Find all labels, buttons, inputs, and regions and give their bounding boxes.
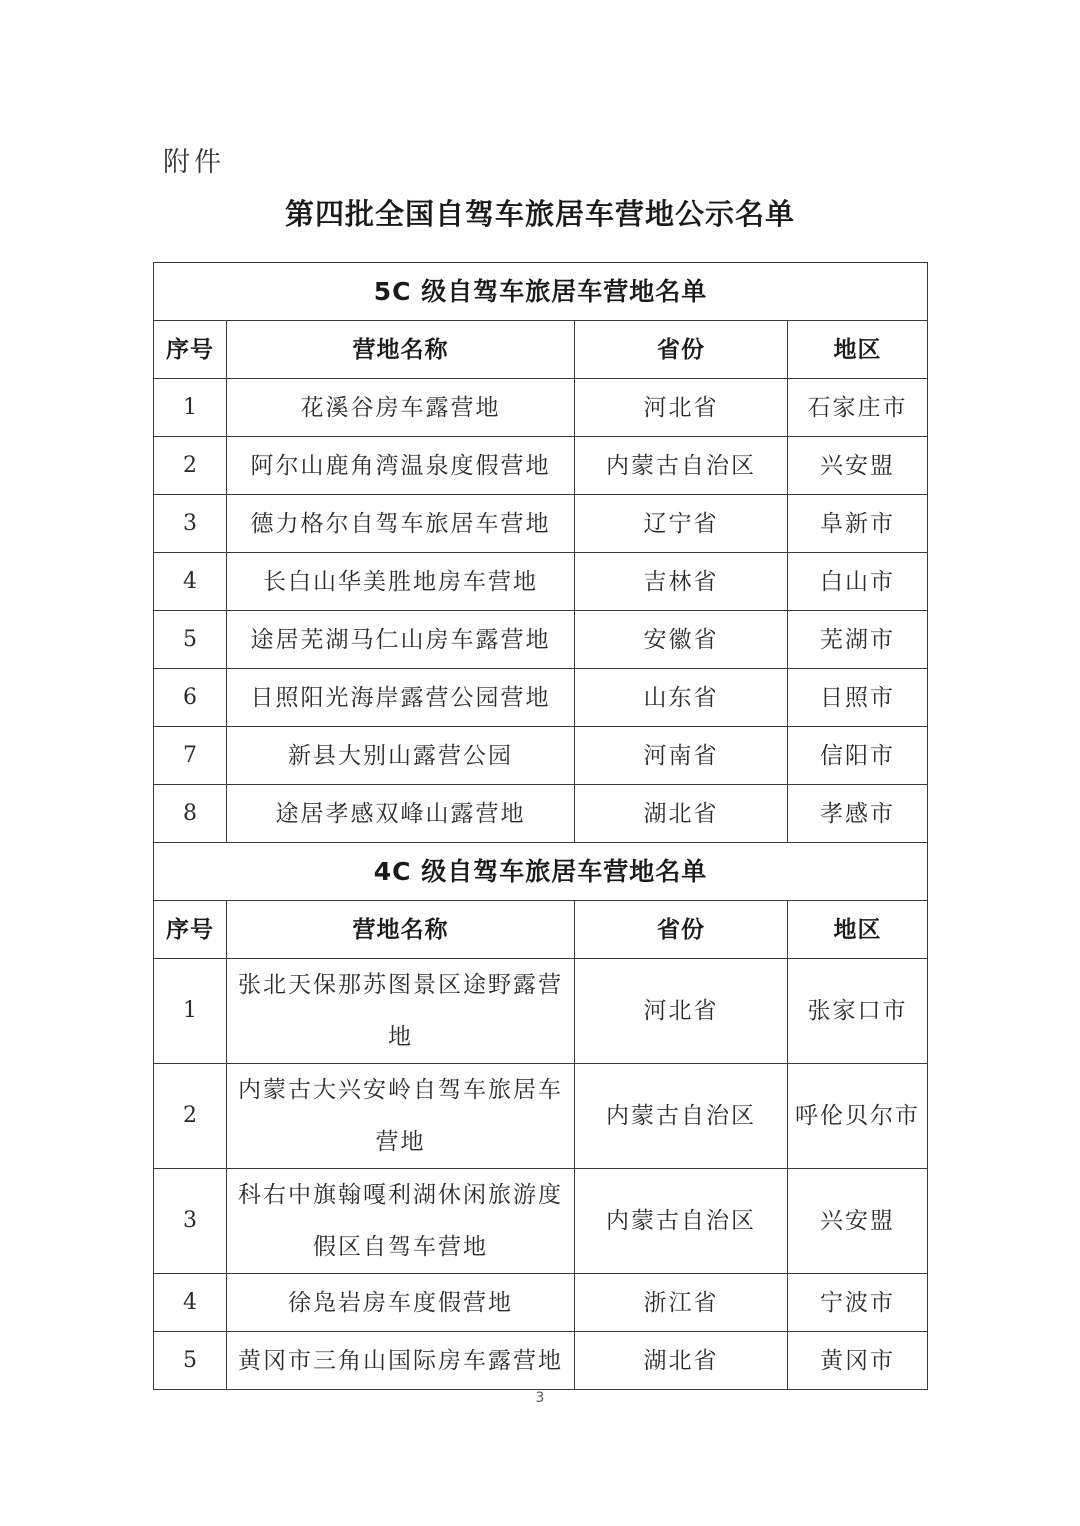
column-header-province: 省份 [575, 901, 788, 959]
column-header-no: 序号 [154, 901, 227, 959]
table-row [154, 553, 928, 611]
campsite-name: 途居孝感双峰山露营地 [227, 785, 575, 843]
campsite-name: 日照阳光海岸露营公园营地 [227, 669, 575, 727]
region: 芜湖市 [788, 611, 928, 669]
column-header-name: 营地名称 [227, 901, 575, 959]
region: 日照市 [788, 669, 928, 727]
region: 白山市 [788, 553, 928, 611]
region: 黄冈市 [788, 1332, 928, 1390]
province: 安徽省 [575, 611, 788, 669]
province: 内蒙古自治区 [575, 437, 788, 495]
row-number: 2 [154, 1064, 227, 1169]
region: 石家庄市 [788, 379, 928, 437]
table-row [154, 495, 928, 553]
campsite-name: 长白山华美胜地房车营地 [227, 553, 575, 611]
column-header-province: 省份 [575, 321, 788, 379]
row-number: 3 [154, 1169, 227, 1274]
region: 阜新市 [788, 495, 928, 553]
region: 孝感市 [788, 785, 928, 843]
table-row [154, 437, 928, 495]
province: 辽宁省 [575, 495, 788, 553]
section-title: 4C 级自驾车旅居车营地名单 [154, 843, 928, 901]
province: 吉林省 [575, 553, 788, 611]
campsite-name: 科右中旗翰嘎利湖休闲旅游度假区自驾车营地 [227, 1169, 575, 1274]
row-number: 5 [154, 1332, 227, 1390]
region: 呼伦贝尔市 [788, 1064, 928, 1169]
row-number: 5 [154, 611, 227, 669]
province: 河北省 [575, 379, 788, 437]
row-number: 4 [154, 1274, 227, 1332]
campsite-name: 新县大别山露营公园 [227, 727, 575, 785]
table-header-row [154, 321, 928, 379]
campsite-name: 阿尔山鹿角湾温泉度假营地 [227, 437, 575, 495]
campsite-name: 张北天保那苏图景区途野露营地 [227, 959, 575, 1064]
region: 兴安盟 [788, 1169, 928, 1274]
row-number: 3 [154, 495, 227, 553]
province: 浙江省 [575, 1274, 788, 1332]
region: 宁波市 [788, 1274, 928, 1332]
campsite-name: 途居芜湖马仁山房车露营地 [227, 611, 575, 669]
row-number: 6 [154, 669, 227, 727]
column-header-region: 地区 [788, 901, 928, 959]
region: 兴安盟 [788, 437, 928, 495]
province: 内蒙古自治区 [575, 1064, 788, 1169]
campsite-name: 德力格尔自驾车旅居车营地 [227, 495, 575, 553]
campsite-name: 黄冈市三角山国际房车露营地 [227, 1332, 575, 1390]
table-row [154, 379, 928, 437]
column-header-name: 营地名称 [227, 321, 575, 379]
table-row [154, 1274, 928, 1332]
row-number: 8 [154, 785, 227, 843]
province: 内蒙古自治区 [575, 1169, 788, 1274]
campsite-name: 花溪谷房车露营地 [227, 379, 575, 437]
column-header-no: 序号 [154, 321, 227, 379]
province: 湖北省 [575, 1332, 788, 1390]
table-row [154, 1332, 928, 1390]
row-number: 2 [154, 437, 227, 495]
campsite-table [153, 262, 928, 1390]
document-title: 第四批全国自驾车旅居车营地公示名单 [284, 197, 795, 231]
province: 山东省 [575, 669, 788, 727]
table-row [154, 727, 928, 785]
province: 河南省 [575, 727, 788, 785]
campsite-name: 徐凫岩房车度假营地 [227, 1274, 575, 1332]
section-title-row [154, 263, 928, 321]
row-number: 1 [154, 959, 227, 1064]
section-title: 5C 级自驾车旅居车营地名单 [154, 263, 928, 321]
row-number: 4 [154, 553, 227, 611]
page-number: 3 [535, 1390, 545, 1406]
attachment-label: 附件 [163, 147, 225, 178]
section-title-row [154, 843, 928, 901]
table-row [154, 669, 928, 727]
table-row [154, 1169, 928, 1274]
table-row [154, 611, 928, 669]
campsite-name: 内蒙古大兴安岭自驾车旅居车营地 [227, 1064, 575, 1169]
table-row [154, 785, 928, 843]
row-number: 7 [154, 727, 227, 785]
table-header-row [154, 901, 928, 959]
region: 信阳市 [788, 727, 928, 785]
row-number: 1 [154, 379, 227, 437]
region: 张家口市 [788, 959, 928, 1064]
province: 湖北省 [575, 785, 788, 843]
table-row [154, 1064, 928, 1169]
province: 河北省 [575, 959, 788, 1064]
column-header-region: 地区 [788, 321, 928, 379]
table-row [154, 959, 928, 1064]
